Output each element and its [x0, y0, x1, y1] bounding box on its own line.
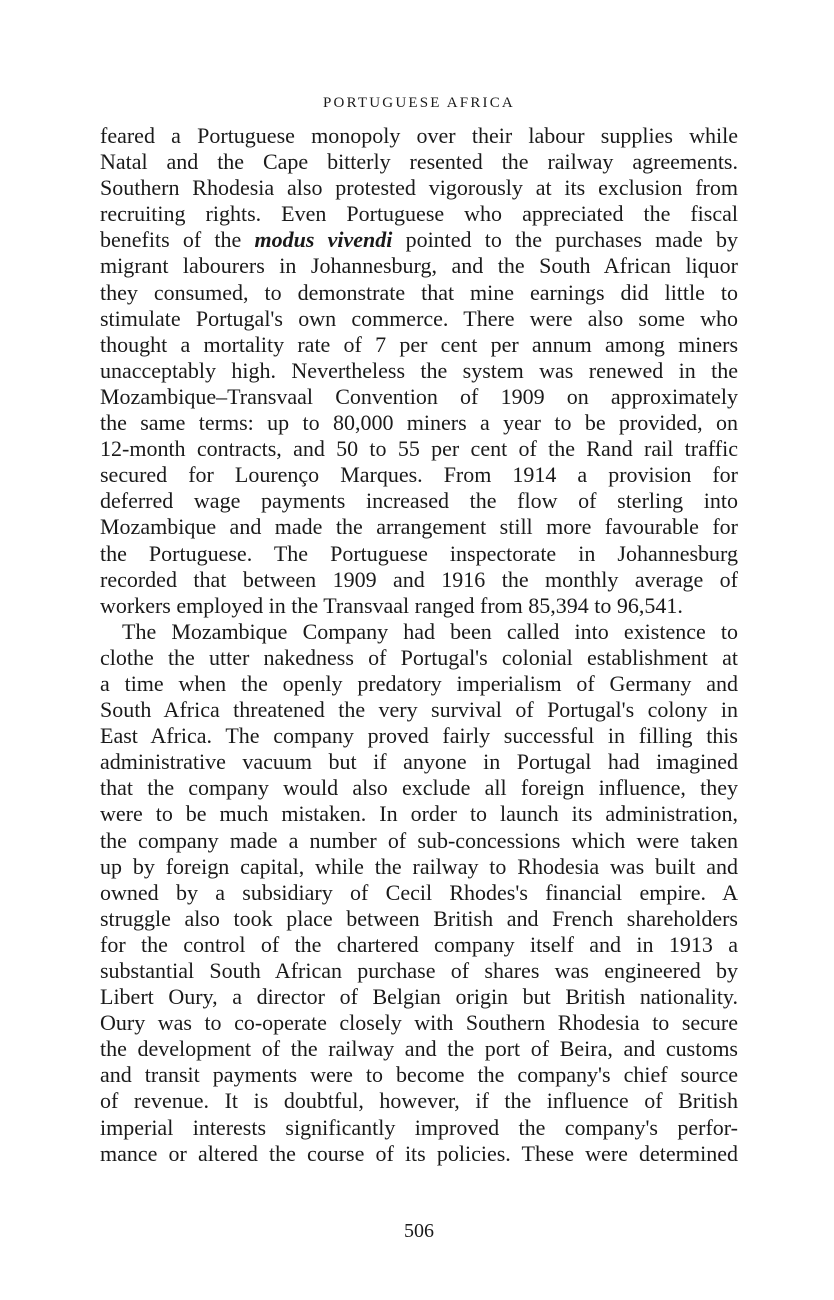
text-line: and transit payments were to become the company's chief source: [100, 1062, 738, 1088]
text-line: they consumed, to demonstrate that mine earnings did little to: [100, 279, 738, 305]
text-line: workers employed in the Transvaal ranged from 85,394 to 96,541.: [100, 592, 683, 618]
text-line: of revenue. It is doubtful, however, if the influence of British: [100, 1088, 738, 1114]
text-line: the same terms: up to 80,000 miners a year to be provided, on: [100, 410, 738, 436]
text-line: unacceptably high. Nevertheless the system was renewed in the: [100, 357, 738, 383]
page-number: 506: [404, 1220, 434, 1242]
text-line: thought a mortality rate of 7 per cent per annum among miners: [100, 331, 738, 357]
text-line: the company made a number of sub-concessions which were taken: [100, 827, 738, 853]
text-line: Natal and the Cape bitterly resented the railway agreements.: [100, 149, 738, 175]
text-line: Libert Oury, a director of Belgian origin but British nationality.: [100, 984, 738, 1010]
paragraph-first-line: The Mozambique Company had been called into existence to: [122, 618, 738, 644]
text-line: administrative vacuum but if anyone in Portugal had imagined: [100, 749, 738, 775]
text-fragment: benefits of the: [100, 227, 255, 253]
text-fragment: pointed to the purchases made by: [392, 227, 738, 253]
text-line: Mozambique–Transvaal Convention of 1909 on approximately: [100, 383, 738, 409]
running-head: PORTUGUESE AFRICA: [323, 95, 515, 111]
text-line: were to be much mistaken. In order to launch its administration,: [100, 801, 738, 827]
text-line-with-italic: [100, 227, 738, 253]
text-line: Mozambique and made the arrangement still more favourable for: [100, 514, 738, 540]
text-line: imperial interests significantly improved the company's perfor-: [100, 1114, 738, 1140]
text-line: struggle also took place between British and French shareholders: [100, 905, 738, 931]
text-line: owned by a subsidiary of Cecil Rhodes's financial empire. A: [100, 879, 738, 905]
text-line: recruiting rights. Even Portuguese who appreciated the fiscal: [100, 201, 738, 227]
text-line: a time when the openly predatory imperialism of Germany and: [100, 670, 738, 696]
text-line: recorded that between 1909 and 1916 the monthly average of: [100, 566, 738, 592]
text-line: the development of the railway and the port of Beira, and customs: [100, 1036, 738, 1062]
text-line: for the control of the chartered company itself and in 1913 a: [100, 931, 738, 957]
text-line: mance or altered the course of its policies. These were determined: [100, 1140, 738, 1166]
text-line: that the company would also exclude all foreign influence, they: [100, 775, 738, 801]
text-line: up by foreign capital, while the railway to Rhodesia was built and: [100, 853, 738, 879]
italic-term: modus vivendi: [254, 227, 393, 253]
text-line: secured for Lourenço Marques. From 1914 a provision for: [100, 462, 738, 488]
text-line: feared a Portuguese monopoly over their labour supplies while: [100, 123, 738, 148]
text-line: clothe the utter nakedness of Portugal's colonial establishment at: [100, 644, 738, 670]
text-line: deferred wage payments increased the flow of sterling into: [100, 488, 738, 514]
text-line: East Africa. The company proved fairly successful in filling this: [100, 723, 738, 749]
text-line: stimulate Portugal's own commerce. There were also some who: [100, 305, 738, 331]
body-text: [100, 123, 738, 1167]
text-line: Oury was to co-operate closely with Southern Rhodesia to secure: [100, 1010, 738, 1036]
text-line: South Africa threatened the very survival of Portugal's colony in: [100, 697, 738, 723]
text-line: Southern Rhodesia also protested vigorously at its exclusion from: [100, 175, 738, 201]
text-line: substantial South African purchase of shares was engineered by: [100, 958, 738, 983]
text-line: 12-month contracts, and 50 to 55 per cent of the Rand rail traffic: [100, 436, 738, 462]
text-line: migrant labourers in Johannesburg, and the South African liquor: [100, 253, 738, 279]
text-line: the Portuguese. The Portuguese inspectorate in Johannesburg: [100, 540, 738, 566]
